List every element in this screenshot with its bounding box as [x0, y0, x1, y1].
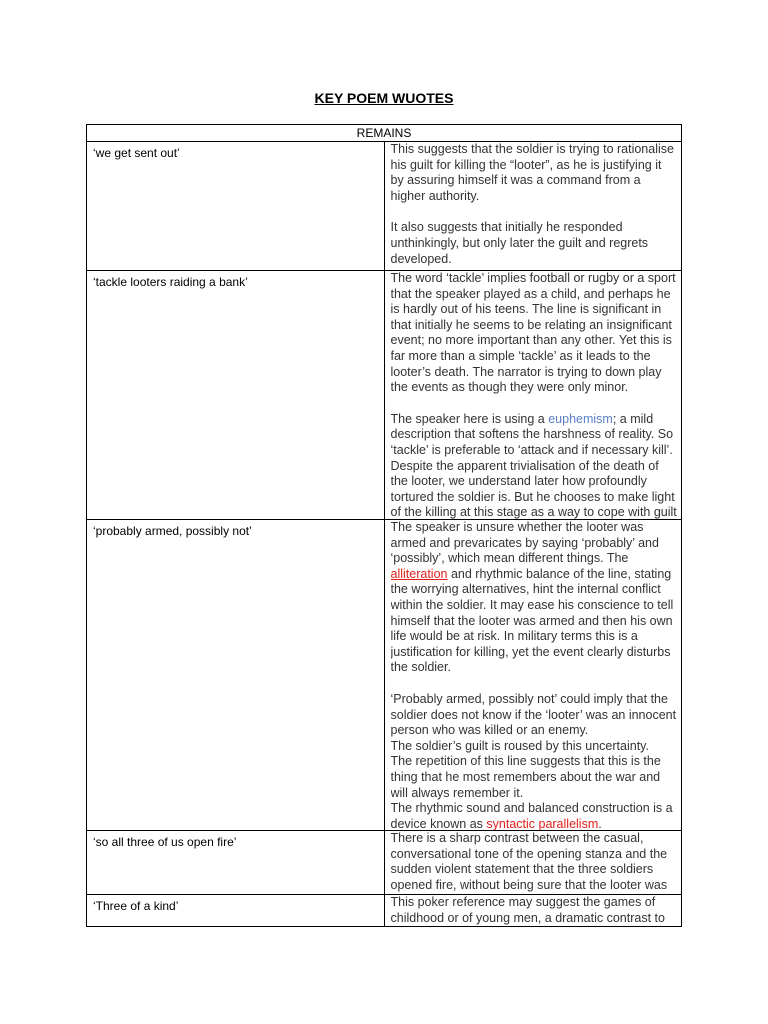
analysis-paragraph: The repetition of this line suggests that this is the thing that he most remembers about the war and will always remember it. — [390, 754, 661, 800]
table-row — [87, 142, 682, 271]
analysis-paragraph: The word ‘tackle’ implies football or rugby or a sport that the speaker played as a child, and perhaps he is hardly out of his teens. The line is significant in that initially he seems to be relating an insignificant event; no more important than any other. Yet this is far more than a simple ‘tackle’ as it leads to the looter’s death. The narrator is trying to down play the events as though they were only minor. — [390, 271, 676, 395]
alliteration-term: alliteration — [390, 566, 448, 581]
quote-cell: ‘Three of a kind’ — [87, 895, 385, 927]
analysis-cell — [384, 831, 682, 895]
analysis-paragraph: The rhythmic sound and balanced construction is a device known as syntactic parallelism. — [390, 801, 673, 830]
table-row — [87, 271, 682, 520]
euphemism-term: euphemism — [548, 411, 613, 426]
section-header: REMAINS — [87, 125, 682, 142]
quotes-table — [86, 124, 682, 927]
analysis-paragraph: The speaker here is using a euphemism; a mild description that softens the harshness of reality. So ‘tackle’ is preferable to ‘attack and if necessary kill’. — [390, 411, 674, 457]
analysis-cell — [384, 142, 682, 271]
analysis-paragraph: This poker reference may suggest the games of childhood or of young men, a dramatic contrast to — [390, 895, 665, 925]
analysis-paragraph: Despite the apparent trivialisation of the death of the looter, we understand later how profoundly tortured the soldier is. But he chooses to make light of the killing at this stage as a way to cope with guilt — [390, 458, 677, 519]
quote-cell: ‘so all three of us open fire’ — [87, 831, 385, 895]
page-title: KEY POEM WUOTES — [314, 90, 454, 106]
table-row — [87, 831, 682, 895]
analysis-paragraph: There is a sharp contrast between the casual, conversational tone of the opening stanza and the sudden violent statement that the three soldiers opened fire, without being sure that the looter was — [390, 831, 668, 892]
analysis-paragraph: ‘Probably armed, possibly not’ could imply that the soldier does not know if the ‘looter’ was an innocent person who was killed or an enemy. — [390, 691, 677, 738]
table-row — [87, 520, 682, 831]
analysis-paragraph: The speaker is unsure whether the looter was armed and prevaricates by saying ‘probably’ and ‘possibly’, which mean different things. The alliteration and rhythmic balance of the line, stating the worrying alternatives, hint the internal conflict within the soldier. It may ease his conscience to tell himself that the looter was armed and then his own life would be at risk. In military terms this is a justification for killing, yet the event clearly disturbs the soldier. — [390, 520, 674, 675]
analysis-paragraph: The soldier’s guilt is roused by this uncertainty. — [390, 738, 649, 753]
analysis-paragraph: It also suggests that initially he responded unthinkingly, but only later the guilt and regrets developed. — [390, 220, 649, 266]
analysis-paragraph: This suggests that the soldier is trying to rationalise his guilt for killing the “looter”, as he is justifying it by assuring himself it was a command from a higher authority. — [390, 142, 674, 203]
table-row — [87, 895, 682, 927]
analysis-cell — [384, 895, 682, 927]
analysis-cell — [384, 520, 682, 831]
quote-cell: ‘we get sent out’ — [87, 142, 385, 271]
analysis-cell — [384, 271, 682, 520]
quote-cell: ‘tackle looters raiding a bank’ — [87, 271, 385, 520]
syntactic-parallelism-term: syntactic parallelism — [486, 816, 599, 830]
quote-cell: ‘probably armed, possibly not’ — [87, 520, 385, 831]
